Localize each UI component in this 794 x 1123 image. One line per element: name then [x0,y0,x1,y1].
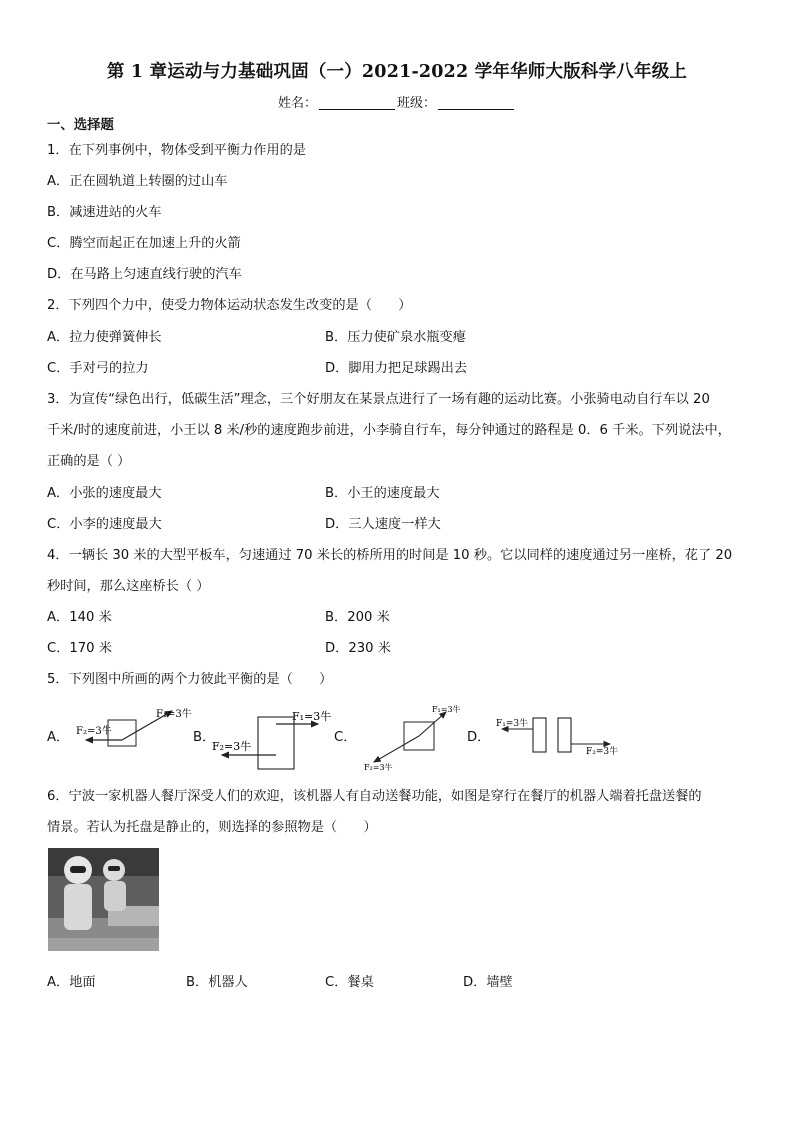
question-2-stem: 2．下列四个力中，使受力物体运动状态发生改变的是（ ） [47,298,412,313]
question-2-option-c: C．手对弓的拉力 [47,361,149,376]
question-3-stem-line-1: 3．为宣传“绿色出行，低碳生活”理念，三个好朋友在某景点进行了一场有趣的运动比赛。小张骑电动自行车以 20 [47,392,710,407]
question-2-option-b: B．压力使矿泉水瓶变瘪 [325,330,466,345]
block-a [108,720,136,746]
question-6-option-b: B．机器人 [186,975,248,990]
force-diagram-b [210,700,335,774]
question-1-stem: 1．在下列事例中，物体受到平衡力作用的是 [47,143,306,158]
force-diagram-c [360,700,470,772]
question-6-stem-line-2: 情景。若认为托盘是静止的，则选择的参照物是（ ） [47,820,377,835]
arrow-c-f2 [374,736,419,762]
question-5-stem: 5．下列图中所画的两个力彼此平衡的是（ ） [47,672,333,687]
question-1-option-c: C．腾空而起正在加速上升的火箭 [47,236,241,251]
force-diagram-d [490,708,625,762]
label-a-f1: F₁=3牛 [156,709,192,720]
block-d-left [533,718,546,752]
question-3-option-b: B．小王的速度最大 [325,486,440,501]
question-4-option-c: C．170 米 [47,641,112,656]
question-6-option-a: A．地面 [47,975,96,990]
class-label: 班级： [397,96,437,111]
question-1-option-d: D．在马路上匀速直线行驶的汽车 [47,267,242,282]
label-d-f2: F₂=3牛 [586,747,619,757]
label-b-f2: F₂=3牛 [212,740,252,753]
question-3-stem-line-2: 千米/时的速度前进，小王以 8 米/秒的速度跑步前进，小李骑自行车，每分钟通过的路程是 0．6 千米。下列说法中， [47,423,731,438]
figure-c-letter: C． [334,730,357,745]
question-4-option-b: B．200 米 [325,610,390,625]
question-2-option-d: D．脚用力把足球踢出去 [325,361,468,376]
question-4-stem-line-2: 秒时间，那么这座桥长（ ） [47,579,210,594]
question-3-stem-line-3: 正确的是（ ） [47,454,131,469]
question-6-option-d: D．墙壁 [463,975,513,990]
label-b-f1: F₁=3牛 [292,710,332,723]
robot-restaurant-photo [48,848,159,951]
label-a-f2: F₂=3牛 [76,726,112,737]
question-4-option-a: A．140 米 [47,610,112,625]
question-3-option-c: C．小李的速度最大 [47,517,162,532]
figure-d-letter: D． [467,730,491,745]
block-b [258,717,294,769]
name-class-line [0,92,794,111]
block-d-right [558,718,571,752]
question-2-option-a: A．拉力使弹簧伸长 [47,330,162,345]
label-c-f1: F₁=3牛 [432,705,461,714]
question-3-option-d: D．三人速度一样大 [325,517,441,532]
page-title: 第 1 章运动与力基础巩固（一）2021-2022 学年华师大版科学八年级上 [106,62,688,82]
class-blank[interactable] [438,97,514,110]
arrow-c-f1 [419,712,446,736]
question-3-option-a: A．小张的速度最大 [47,486,162,501]
label-c-f2: F₂=3牛 [364,763,393,772]
question-4-stem-line-1: 4．一辆长 30 米的大型平板车，匀速通过 70 米长的桥所用的时间是 10 秒。它以同样的速度通过另一座桥，花了 20 [47,548,733,563]
question-1-option-b: B．减速进站的火车 [47,205,162,220]
section-heading: 一、选择题 [47,118,114,133]
question-6-option-c: C．餐桌 [325,975,374,990]
figure-a-letter: A． [47,730,70,745]
question-1-option-a: A．正在圆轨道上转圈的过山车 [47,174,228,189]
question-6-stem-line-1: 6．宁波一家机器人餐厅深受人们的欢迎，该机器人有自动送餐功能，如图是穿行在餐厅的机器人端着托盘送餐的 [47,789,702,804]
figure-b-letter: B． [193,730,216,745]
name-blank[interactable] [319,97,395,110]
name-label: 姓名： [277,96,317,111]
force-diagram-a [70,700,192,762]
question-4-option-d: D．230 米 [325,641,391,656]
label-d-f1: F₁=3牛 [496,719,529,729]
